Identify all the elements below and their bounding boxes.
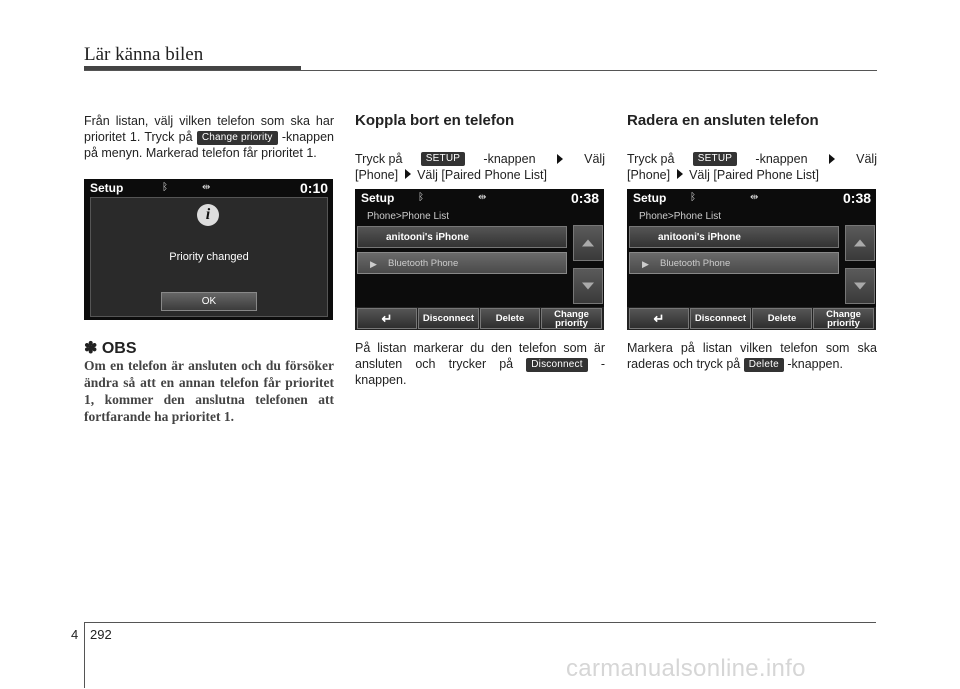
step-valj: Välj xyxy=(856,152,877,166)
priority-text-after: -knappen på menyn. Markerad telefon får prioritet 1. xyxy=(84,130,334,160)
step-valj: Välj xyxy=(584,152,605,166)
delete-step-line2 xyxy=(627,167,877,183)
step-phone: [Phone] xyxy=(627,168,671,182)
priority-instructions xyxy=(84,113,334,161)
chevron-up-icon xyxy=(582,240,594,247)
obs-body: Om en telefon är ansluten och du försöker ändra så att en annan telefon får prioritet 1, kommer den anslutna telefonen att fortfarande ha prioritet 1. xyxy=(84,358,334,424)
disconnect-steps xyxy=(355,151,605,183)
list-item-phone-1[interactable]: anitooni's iPhone xyxy=(357,226,567,248)
arrow-right-icon xyxy=(557,154,563,164)
screen-clock: 0:38 xyxy=(571,190,600,206)
screen-clock: 0:10 xyxy=(300,180,329,196)
step-paired-list: Välj [Paired Phone List] xyxy=(689,168,820,182)
bottom-button-bar xyxy=(627,307,876,330)
disconnect-step-line1 xyxy=(355,151,605,167)
step-knappen: -knappen xyxy=(483,152,536,166)
play-icon: ▶ xyxy=(370,259,377,269)
delete-steps xyxy=(627,151,877,183)
scroll-up-button[interactable] xyxy=(573,225,603,261)
chevron-up-icon xyxy=(854,240,866,247)
list-item-phone-2[interactable] xyxy=(357,252,567,274)
breadcrumb: Phone>Phone List xyxy=(367,211,450,222)
page-header-title: Lär känna bilen xyxy=(84,44,204,65)
chevron-down-icon xyxy=(582,283,594,290)
bluetooth-icon: ᛒ xyxy=(690,192,696,203)
play-icon: ▶ xyxy=(642,259,649,269)
dialog-message: Priority changed xyxy=(169,251,249,263)
delete-button[interactable]: Delete xyxy=(752,308,812,329)
change-priority-button[interactable]: Change priority xyxy=(813,308,874,329)
screen-title: Setup xyxy=(90,181,124,195)
screen-clock: 0:38 xyxy=(843,190,872,206)
list-item-phone-1[interactable]: anitooni's iPhone xyxy=(629,226,839,248)
priority-changed-screen xyxy=(84,179,333,320)
setup-button-ref: SETUP xyxy=(421,152,465,166)
scroll-down-button[interactable] xyxy=(845,268,875,304)
dialog-panel xyxy=(90,197,328,317)
delete-heading: Radera en ansluten telefon xyxy=(627,112,819,129)
info-icon: i xyxy=(197,204,219,226)
disconnect-text-before: På listan markerar du den telefon som är ansluten och trycker på xyxy=(355,341,605,371)
obs-heading xyxy=(84,338,137,358)
obs-asterisk-icon: ✽ xyxy=(84,340,98,357)
priority-text-before: Från listan, välj vilken telefon som ska har prioritet 1. Tryck på xyxy=(84,114,334,144)
usb-icon: ⇹ xyxy=(750,192,759,203)
screen-title: Setup xyxy=(361,191,395,205)
chevron-down-icon xyxy=(854,283,866,290)
watermark: carmanualsonline.info xyxy=(566,655,806,682)
bluetooth-icon: ᛒ xyxy=(162,182,168,193)
change-priority-button[interactable]: Change priority xyxy=(541,308,602,329)
back-button[interactable]: ↵ xyxy=(357,308,417,329)
ok-button[interactable]: OK xyxy=(161,292,257,311)
arrow-right-icon xyxy=(677,169,683,179)
change-priority-button-ref: Change priority xyxy=(197,131,278,145)
step-paired-list: Välj [Paired Phone List] xyxy=(417,168,548,182)
step-phone: [Phone] xyxy=(355,168,399,182)
arrow-right-icon xyxy=(829,154,835,164)
step-knappen: -knappen xyxy=(755,152,808,166)
delete-text-before: Markera på listan vilken telefon som ska raderas och tryck på xyxy=(627,341,877,371)
delete-instructions xyxy=(627,340,877,372)
footer-divider xyxy=(84,622,85,688)
setup-button-ref: SETUP xyxy=(693,152,737,166)
disconnect-step-line2 xyxy=(355,167,605,183)
disconnect-instructions xyxy=(355,340,605,388)
phone-list-screen-delete xyxy=(627,189,876,330)
delete-text-after: -knappen. xyxy=(787,357,843,371)
list-item-label: Bluetooth Phone xyxy=(388,258,459,269)
list-item-phone-2[interactable] xyxy=(629,252,839,274)
screen-title: Setup xyxy=(633,191,667,205)
step-tryck: Tryck på xyxy=(627,152,675,166)
disconnect-heading: Koppla bort en telefon xyxy=(355,112,515,129)
usb-icon: ⇹ xyxy=(202,182,211,193)
header-rule xyxy=(84,70,877,71)
disconnect-text-after: -knappen. xyxy=(355,357,605,387)
footer-rule xyxy=(84,622,876,623)
delete-button-ref: Delete xyxy=(744,358,784,372)
usb-icon: ⇹ xyxy=(478,192,487,203)
phone-list-screen-disconnect xyxy=(355,189,604,330)
bottom-button-bar xyxy=(355,307,604,330)
obs-title: OBS xyxy=(101,340,137,357)
disconnect-button[interactable]: Disconnect xyxy=(690,308,751,329)
disconnect-button[interactable]: Disconnect xyxy=(418,308,479,329)
bluetooth-icon: ᛒ xyxy=(418,192,424,203)
disconnect-button-ref: Disconnect xyxy=(526,358,587,372)
scroll-down-button[interactable] xyxy=(573,268,603,304)
chapter-number: 4 xyxy=(71,627,79,642)
list-item-label: Bluetooth Phone xyxy=(660,258,731,269)
back-button[interactable]: ↵ xyxy=(629,308,689,329)
arrow-right-icon xyxy=(405,169,411,179)
delete-step-line1 xyxy=(627,151,877,167)
breadcrumb: Phone>Phone List xyxy=(639,211,722,222)
step-tryck: Tryck på xyxy=(355,152,403,166)
scroll-up-button[interactable] xyxy=(845,225,875,261)
delete-button[interactable]: Delete xyxy=(480,308,540,329)
page-number: 292 xyxy=(90,627,112,642)
